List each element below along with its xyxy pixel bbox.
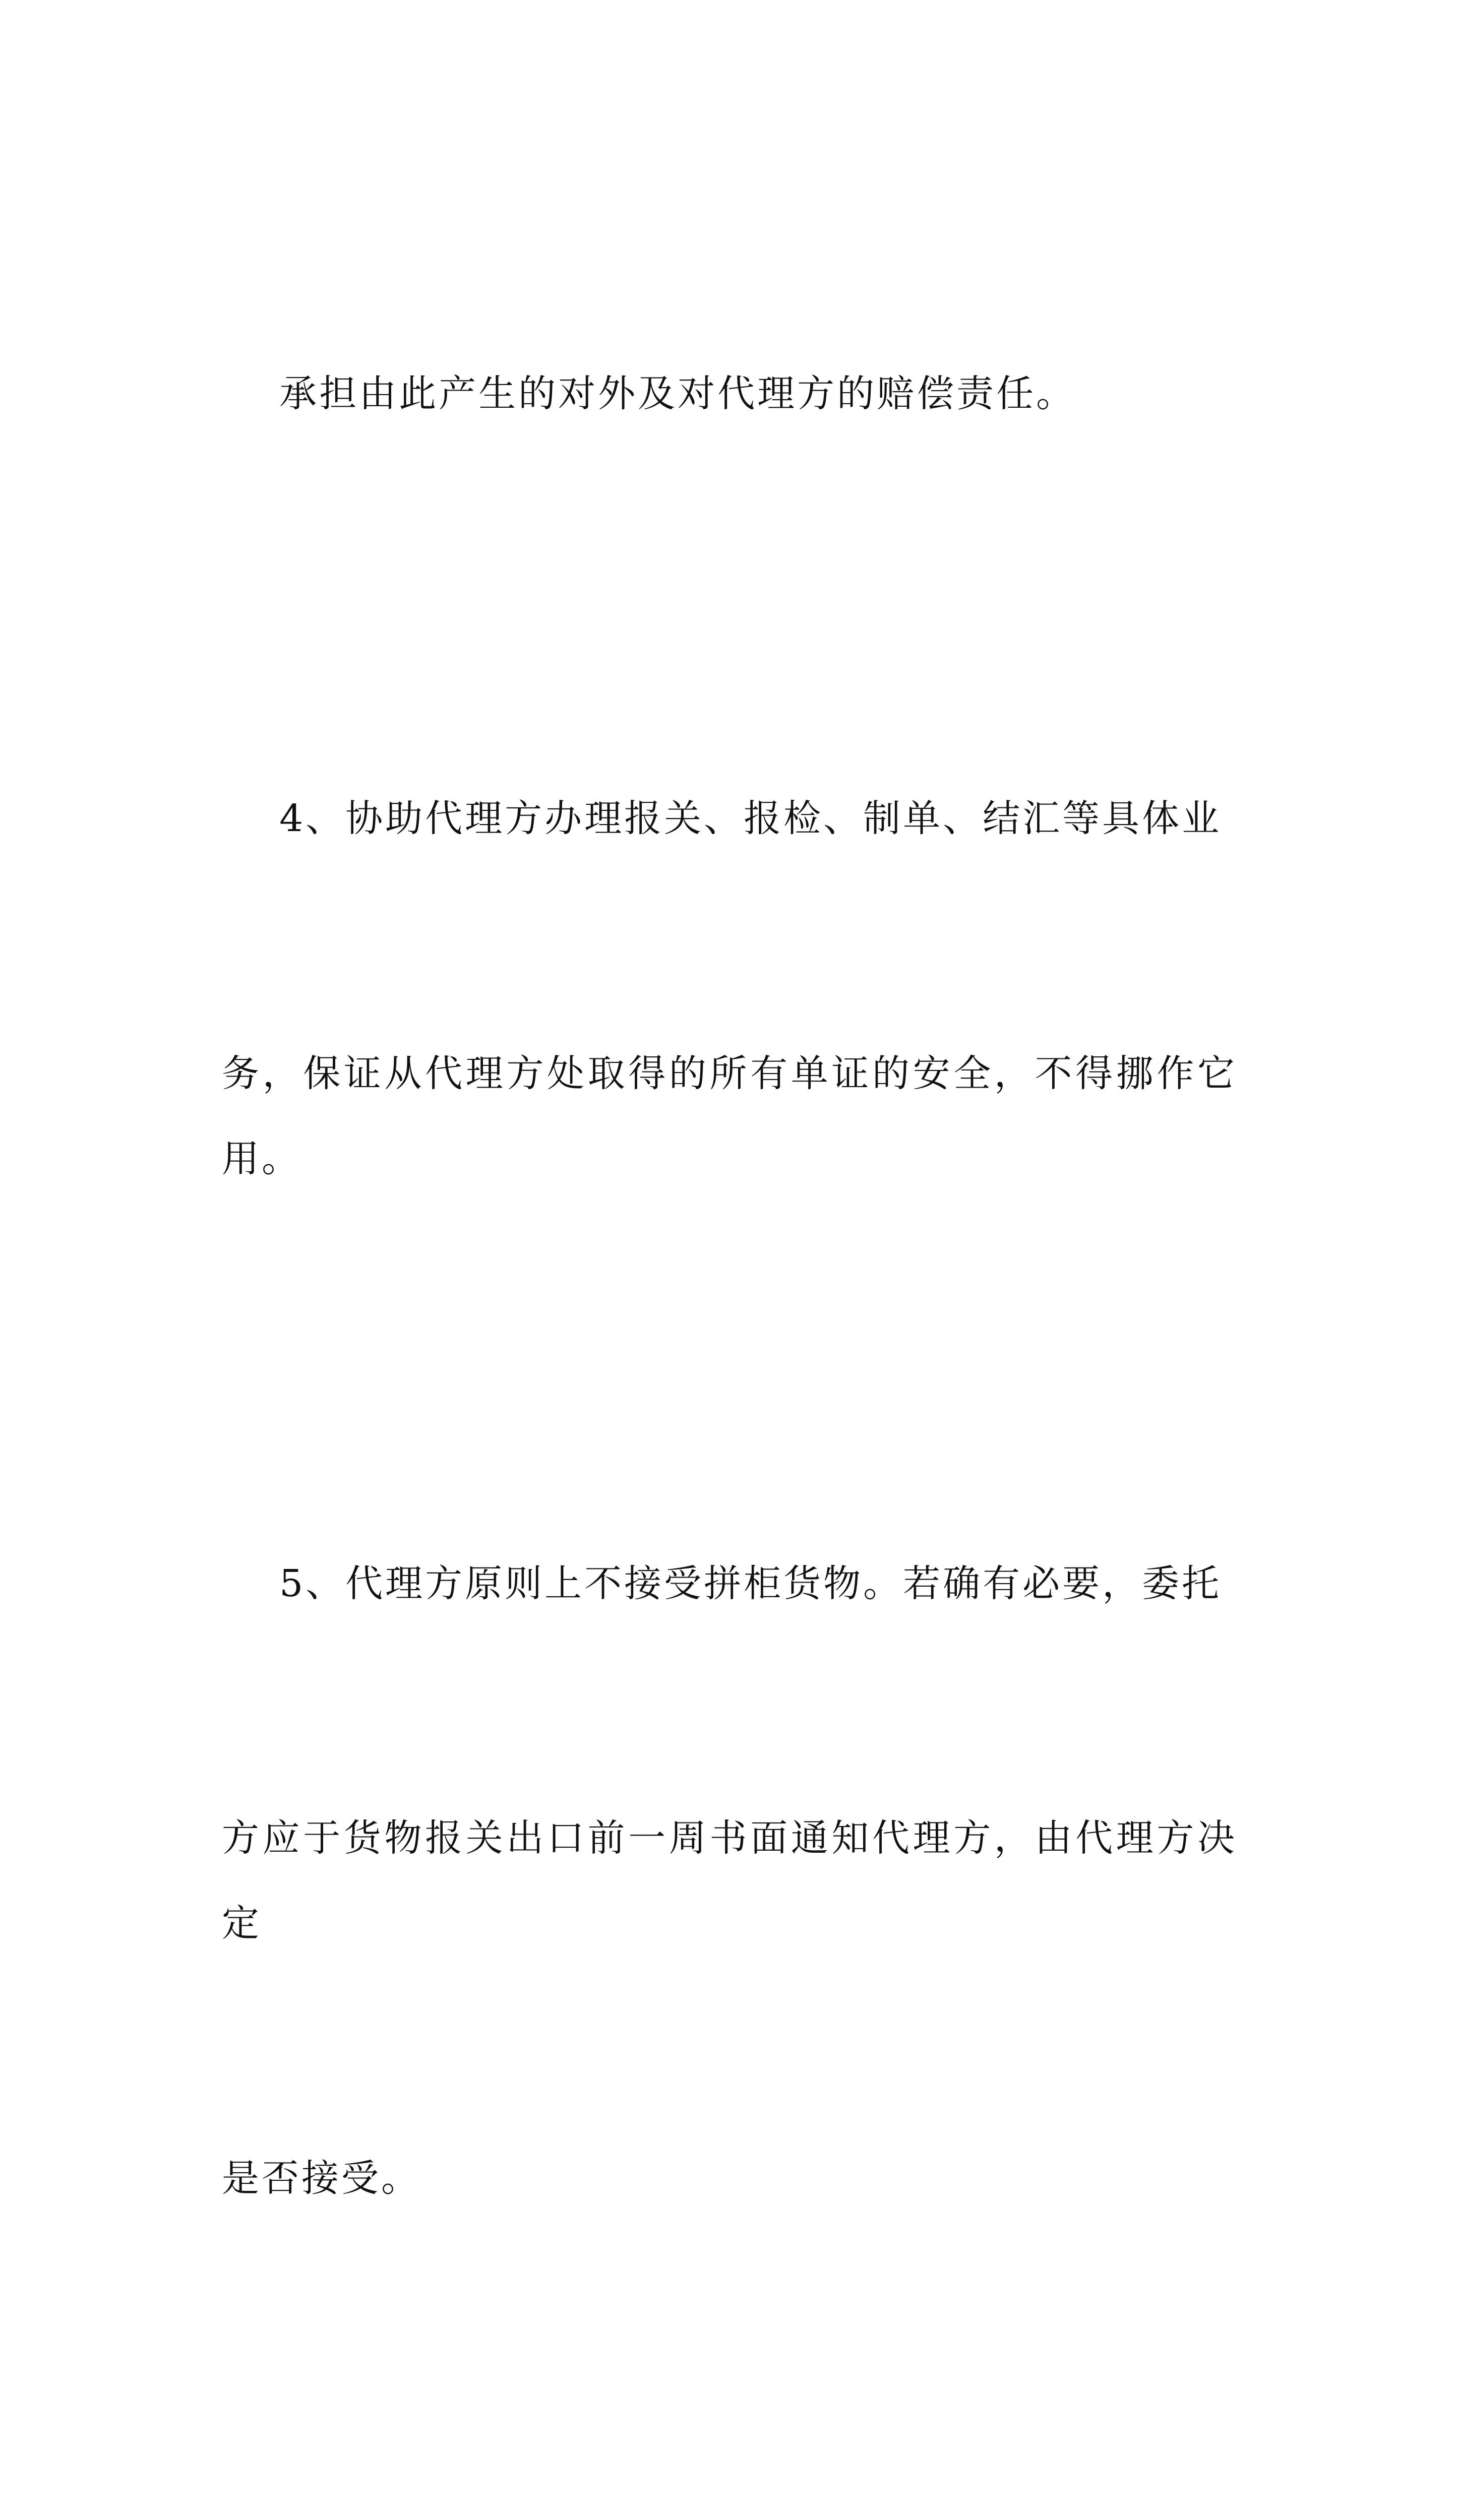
- paragraph-item-6: [222, 2390, 1237, 2520]
- text-line: 4、协助代理方办理报关、报检、制单、结汇等具体业: [222, 797, 1222, 841]
- paragraph-item-5: [222, 1371, 1237, 2390]
- document-body: [222, 181, 1237, 2520]
- paragraph-item-4: [222, 606, 1237, 1371]
- text-line: 方应于货物报关出口前一周书面通知代理方，由代理方决定: [222, 1816, 1237, 1945]
- text-line: 承担由此产生的对外及对代理方的赔偿责任。: [222, 372, 1076, 416]
- paragraph-1: [222, 181, 1237, 606]
- text-line: 务，保证从代理方处取得的所有单证的安全，不得挪作它用。: [222, 1051, 1237, 1180]
- text-line: 5、代理方原则上不接受拼柜货物。若确有必要，委托: [222, 1561, 1222, 1605]
- text-line: 是否接受。: [222, 2156, 421, 2200]
